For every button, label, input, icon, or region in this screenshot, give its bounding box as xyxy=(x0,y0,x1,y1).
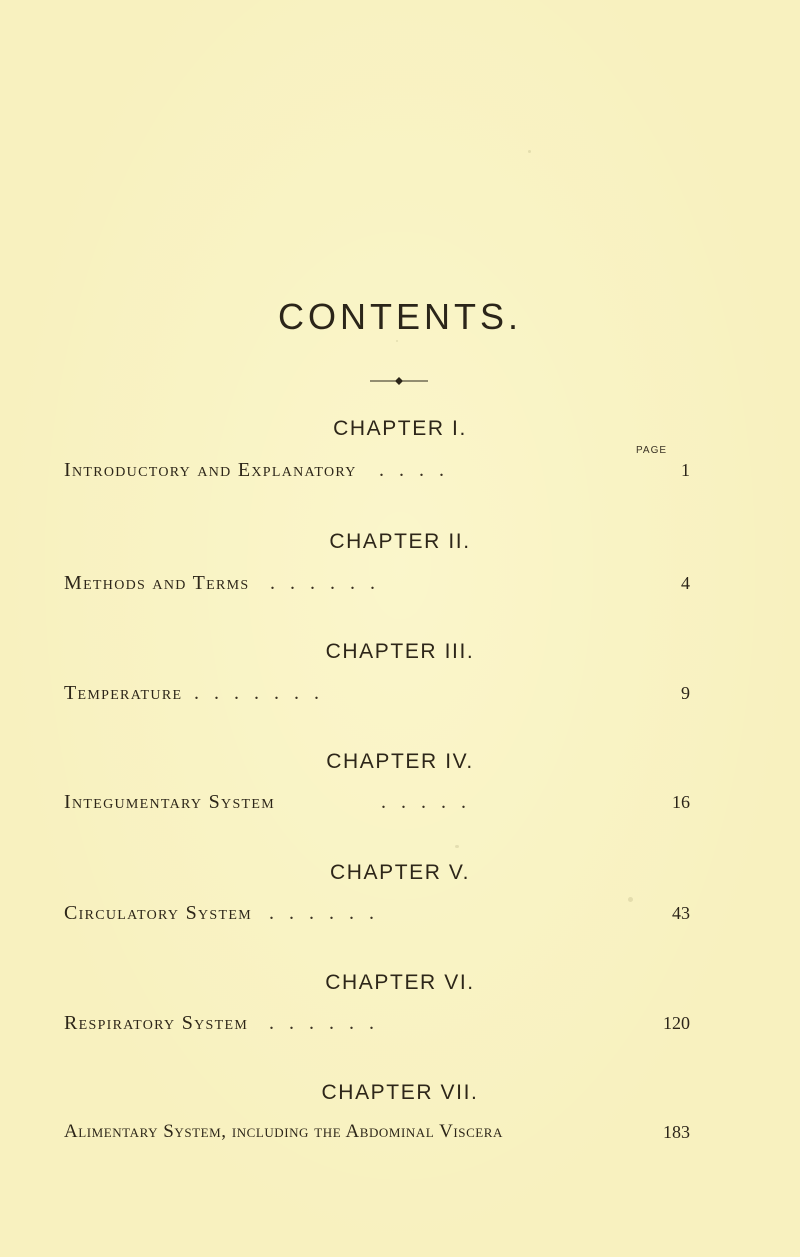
paper-speck xyxy=(528,150,531,153)
dot-leader: . . . . . xyxy=(381,791,466,813)
dot-leader: . . . . xyxy=(379,459,444,481)
chapter-title: Respiratory System xyxy=(64,1012,249,1034)
chapter-heading: CHAPTER VII. xyxy=(321,1081,479,1104)
chapter-heading: CHAPTER IV. xyxy=(326,750,474,773)
chapter-heading: CHAPTER II. xyxy=(329,530,471,553)
contents-entry xyxy=(64,1118,690,1146)
chapter-title: Introductory and Explanatory xyxy=(64,459,357,481)
page-number: 43 xyxy=(672,903,690,923)
chapter-title: Methods and Terms xyxy=(64,572,250,594)
contents-entry xyxy=(64,1009,690,1037)
chapter-heading: CHAPTER V. xyxy=(329,861,471,884)
paper-speck xyxy=(396,340,398,342)
page-title: CONTENTS. xyxy=(277,296,522,337)
contents-entry xyxy=(64,899,690,927)
dot-leader: . . . . . . . xyxy=(194,682,319,704)
chapter-heading: CHAPTER I. xyxy=(333,417,467,440)
page-number: 183 xyxy=(663,1122,690,1142)
page-column-label: PAGE xyxy=(636,445,668,456)
contents-entry xyxy=(64,788,690,816)
chapter-title: Alimentary System, including the Abdominal Viscera xyxy=(64,1121,503,1142)
paper-speck xyxy=(455,845,459,848)
page-number: 120 xyxy=(663,1013,690,1033)
chapter-title: Temperature xyxy=(64,682,183,704)
page-number: 1 xyxy=(681,460,690,480)
contents-entry xyxy=(64,679,690,707)
dot-leader: . . . . . . xyxy=(270,572,375,594)
chapter-heading: CHAPTER VI. xyxy=(325,971,475,994)
diamond-rule-icon xyxy=(370,376,428,386)
chapter-heading: CHAPTER III. xyxy=(325,640,475,663)
dot-leader: . . . . . . xyxy=(269,1012,374,1034)
chapter-title: Circulatory System xyxy=(64,902,252,924)
page-number: 9 xyxy=(681,683,690,703)
page-number: 4 xyxy=(681,573,690,593)
contents-entry xyxy=(64,569,690,597)
chapter-title: Integumentary System xyxy=(64,791,275,813)
dot-leader: . . . . . . xyxy=(269,902,374,924)
contents-entry xyxy=(64,456,690,484)
page-number: 16 xyxy=(672,792,690,812)
